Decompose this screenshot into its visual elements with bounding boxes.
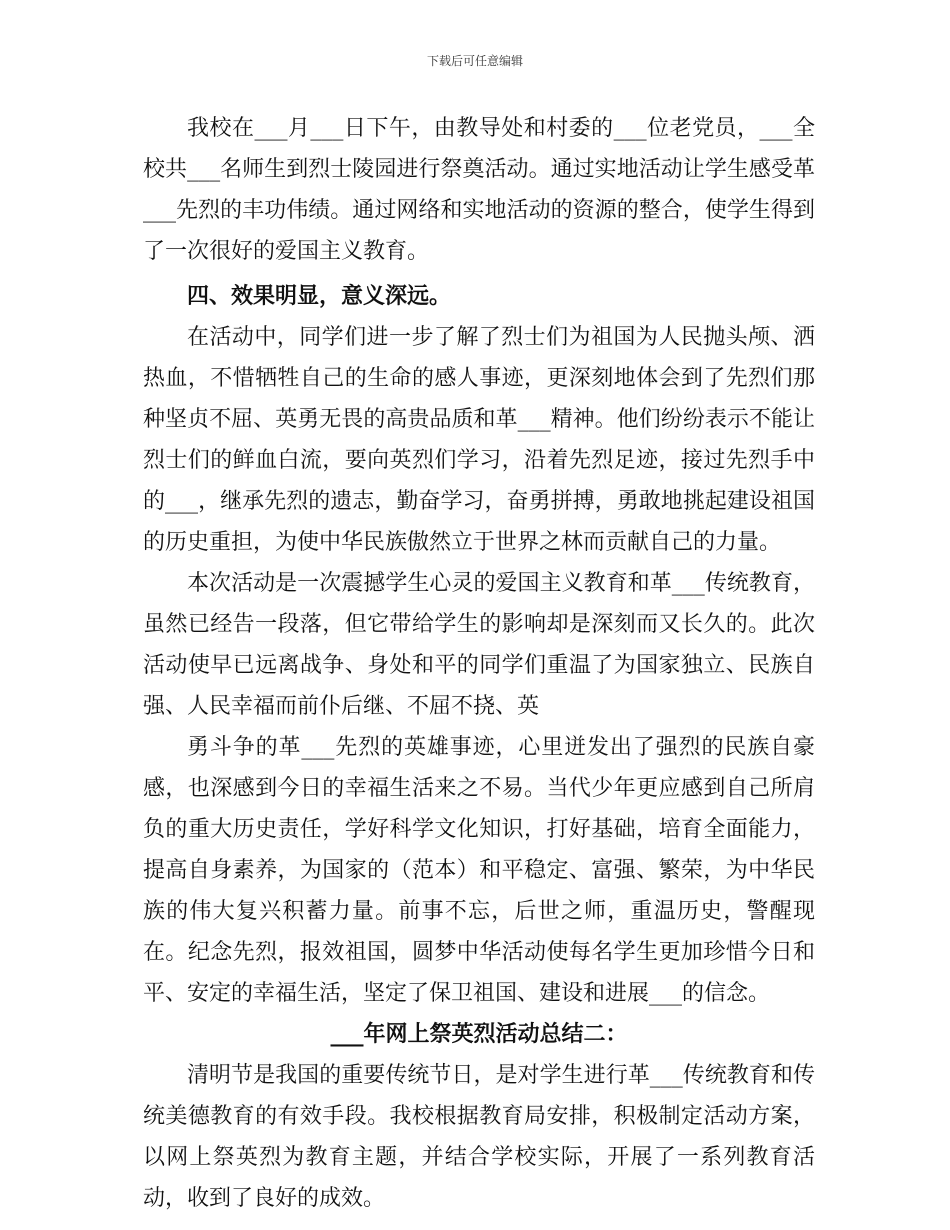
document-body <box>143 108 815 1219</box>
paragraph-qingming-intro: 清明节是我国的重要传统节日，是对学生进行革___传统教育和传统美德教育的有效手段。我校根据教育局安排，积极制定活动方案，以网上祭英烈为教育主题，并结合学校实际，开展了一系列教育活动，收到了良好的成效。 <box>143 1063 815 1211</box>
section-heading-effect: 四、效果明显，意义深远。 <box>187 283 452 309</box>
summary-two-title: ___年网上祭英烈活动总结二： <box>330 1021 628 1047</box>
paragraph-memorial-activity: 我校在___月___日下午，由教导处和村委的___位老党员，___全校共___名师生到烈士陵园进行祭奠活动。通过实地活动让学生感受革___先烈的丰功伟绩。通过网络和实地活动的资源的整合，使学生得到了一次很好的爱国主义教育。 <box>143 116 815 264</box>
paragraph-education-impact: 本次活动是一次震撼学生心灵的爱国主义教育和革___传统教育，虽然已经告一段落，但它带给学生的影响却是深刻而又长久的。此次活动使早已远离战争、身处和平的同学们重温了为国家独立、民族自强、人民幸福而前仆后继、不屈不挠、英 <box>143 571 815 719</box>
paragraph-activity-effect: 在活动中，同学们进一步了解了烈士们为祖国为人民抛头颅、洒热血，不惜牺牲自己的生命的感人事迹，更深刻地体会到了先烈们那种坚贞不屈、英勇无畏的高贵品质和革___精神。他们纷纷表示不能让烈士们的鲜血白流，要向英烈们学习，沿着先烈足迹，接过先烈手中的___，继承先烈的遗志，勤奋学习，奋勇拼搏，勇敢地挑起建设祖国的历史重担，为使中华民族傲然立于世界之林而贡献自己的力量。 <box>143 325 815 555</box>
paragraph-heroic-deeds: 勇斗争的革___先烈的英雄事迹，心里迸发出了强烈的民族自豪感，也深感到今日的幸福生活来之不易。当代少年更应感到自己所肩负的重大历史责任，学好科学文化知识，打好基础，培育全面能力，提高自身素养，为国家的（范本）和平稳定、富强、繁荣，为中华民族的伟大复兴积蓄力量。前事不忘，后世之师，重温历史，警醒现在。纪念先烈，报效祖国，圆梦中华活动使每名学生更加珍惜今日和平、安定的幸福生活，坚定了保卫祖国、建设和进展___的信念。 <box>143 735 815 1006</box>
page-header: 下载后可任意编辑 <box>426 54 523 68</box>
